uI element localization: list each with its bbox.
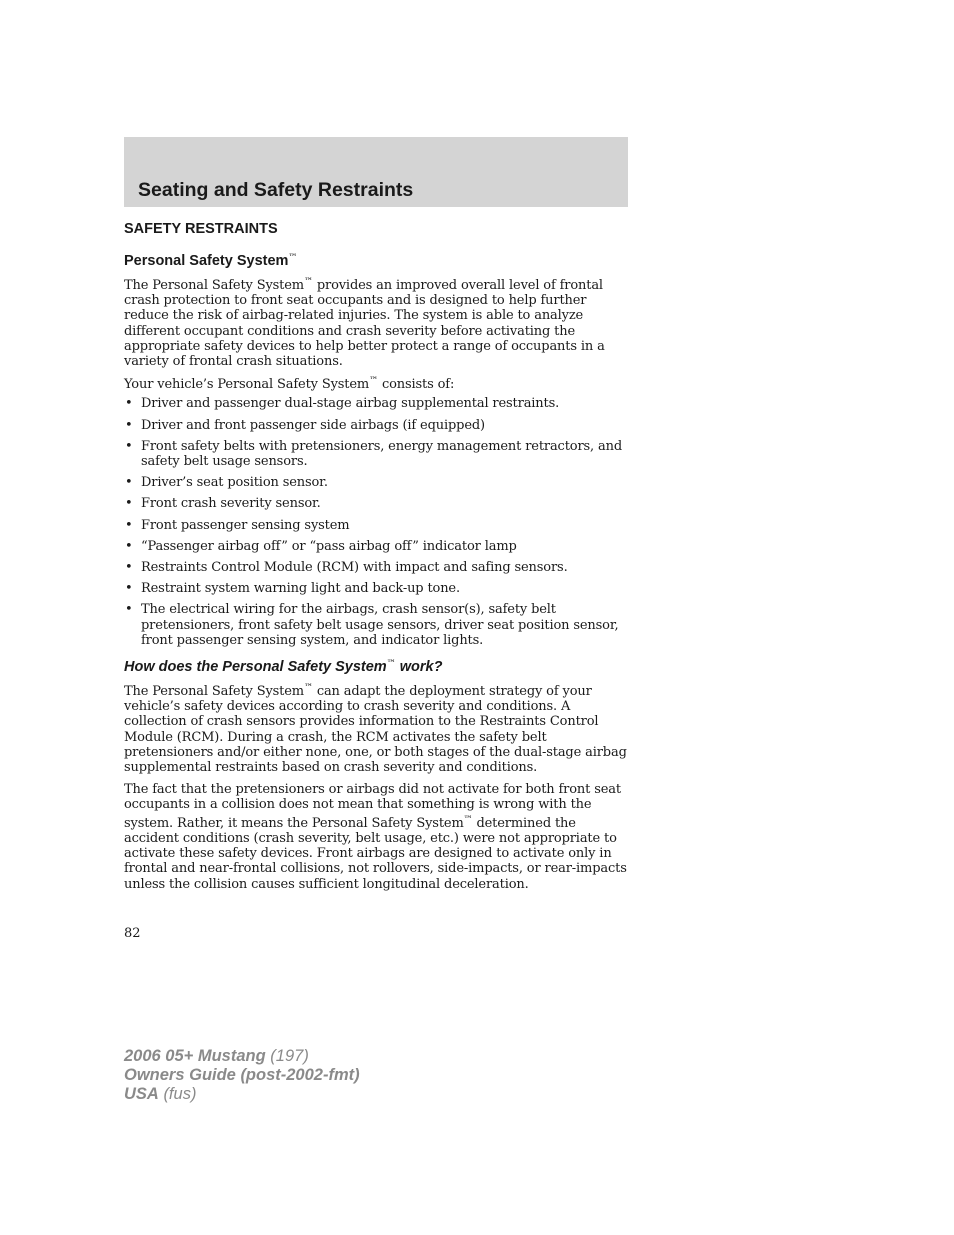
list-item: • Driver and passenger dual-stage airbag supplemental restraints. [125, 396, 560, 412]
explanation-paragraph-1: The Personal Safety System™ can adapt the deployment strategy of your vehicle’s safety devices according to crash severity and conditions. A collection of crash sensors provides information to the Restraints Control Module (RCM). During a crash, the RCM activates the safety belt pretensioners and/or either none, one, or both stages of the dual-stage airbag supplemental restraints based on crash severity and conditions. [124, 683, 627, 776]
footer-line-3: USA (fus) [124, 1085, 197, 1103]
list-item: • Restraint system warning light and back-up tone. [125, 581, 460, 597]
bullet-icon: • [125, 417, 133, 433]
list-item: • Restraints Control Module (RCM) with impact and safing sensors. [125, 560, 568, 576]
question-lead: How does the Personal Safety System [124, 659, 387, 676]
page-title: Seating and Safety Restraints [138, 179, 414, 201]
bullet-icon: • [125, 396, 133, 412]
list-item: • “Passenger airbag off” or “pass airbag off” indicator lamp [125, 538, 517, 554]
main-content [124, 221, 630, 892]
section-header-band [124, 137, 628, 207]
consists-tail: consists of: [381, 377, 455, 393]
list-item: • Front passenger sensing system [125, 517, 350, 533]
question-tail: work? [399, 659, 443, 676]
explanation-paragraph-2: The fact that the pretensioners or airbags did not activate for both front seat occupants in a collision does not mean that something is wrong with the system. Rather, it means the Personal Safety System™ determined the accident conditions (crash severity, belt usage, etc.) were not appropriate to activate these safety devices. Front airbags are designed to activate only in frontal and near-frontal collisions, not rollovers, side-impacts, or rear-impacts unless the collision causes sufficient longitudinal deceleration. [124, 782, 627, 892]
trademark-symbol: ™ [369, 376, 378, 387]
intro-lead: The Personal Safety System [124, 278, 304, 293]
components-list [124, 396, 630, 648]
subsection-heading [124, 250, 630, 270]
trademark-symbol: ™ [303, 277, 313, 287]
bullet-icon: • [125, 517, 133, 533]
bullet-icon: • [125, 496, 133, 512]
footer-line-2: Owners Guide (post-2002-fmt) [124, 1066, 360, 1084]
list-item: • Front crash severity sensor. [125, 496, 321, 512]
trademark-symbol: ™ [386, 659, 396, 670]
footer-line-1: 2006 05+ Mustang (197) [124, 1047, 309, 1065]
bullet-icon: • [125, 438, 133, 454]
trademark-symbol: ™ [288, 253, 298, 263]
trademark-symbol: ™ [463, 814, 473, 825]
trademark-symbol: ™ [303, 683, 313, 694]
bullet-icon: • [125, 581, 133, 597]
bullet-icon: • [125, 475, 133, 491]
consists-paragraph [124, 374, 630, 392]
list-item: • Front safety belts with pretensioners, energy management retractors, and safety belt usage sensors. [125, 438, 622, 470]
intro-text: provides an improved overall level of frontal crash protection to front seat occupants and is designed to help further reduce the risk of airbag-related injuries. The system is able to analyze different occupant conditions and crash severity before activating the appropriate safety devices to help better protect a range of occupants in a variety of frontal crash situations. [124, 278, 605, 370]
list-item: • Driver and front passenger side airbags (if equipped) [125, 417, 485, 433]
consists-lead: Your vehicle’s Personal Safety System [124, 377, 370, 393]
question-heading [124, 656, 630, 676]
list-item: • Driver’s seat position sensor. [125, 475, 328, 491]
subsection-heading-text: Personal Safety System [124, 253, 289, 269]
bullet-icon: • [125, 602, 133, 618]
intro-paragraph [124, 275, 630, 369]
section-heading: SAFETY RESTRAINTS [124, 221, 278, 237]
document-footer [124, 1047, 360, 1104]
bullet-icon: • [125, 560, 133, 576]
list-item: • The electrical wiring for the airbags, crash sensor(s), safety belt pretensioners, front safety belt usage sensors, driver seat position sensor, front passenger sensing system, and indicator lights. [125, 602, 619, 648]
bullet-icon: • [125, 538, 133, 554]
page-number: 82 [124, 926, 141, 941]
